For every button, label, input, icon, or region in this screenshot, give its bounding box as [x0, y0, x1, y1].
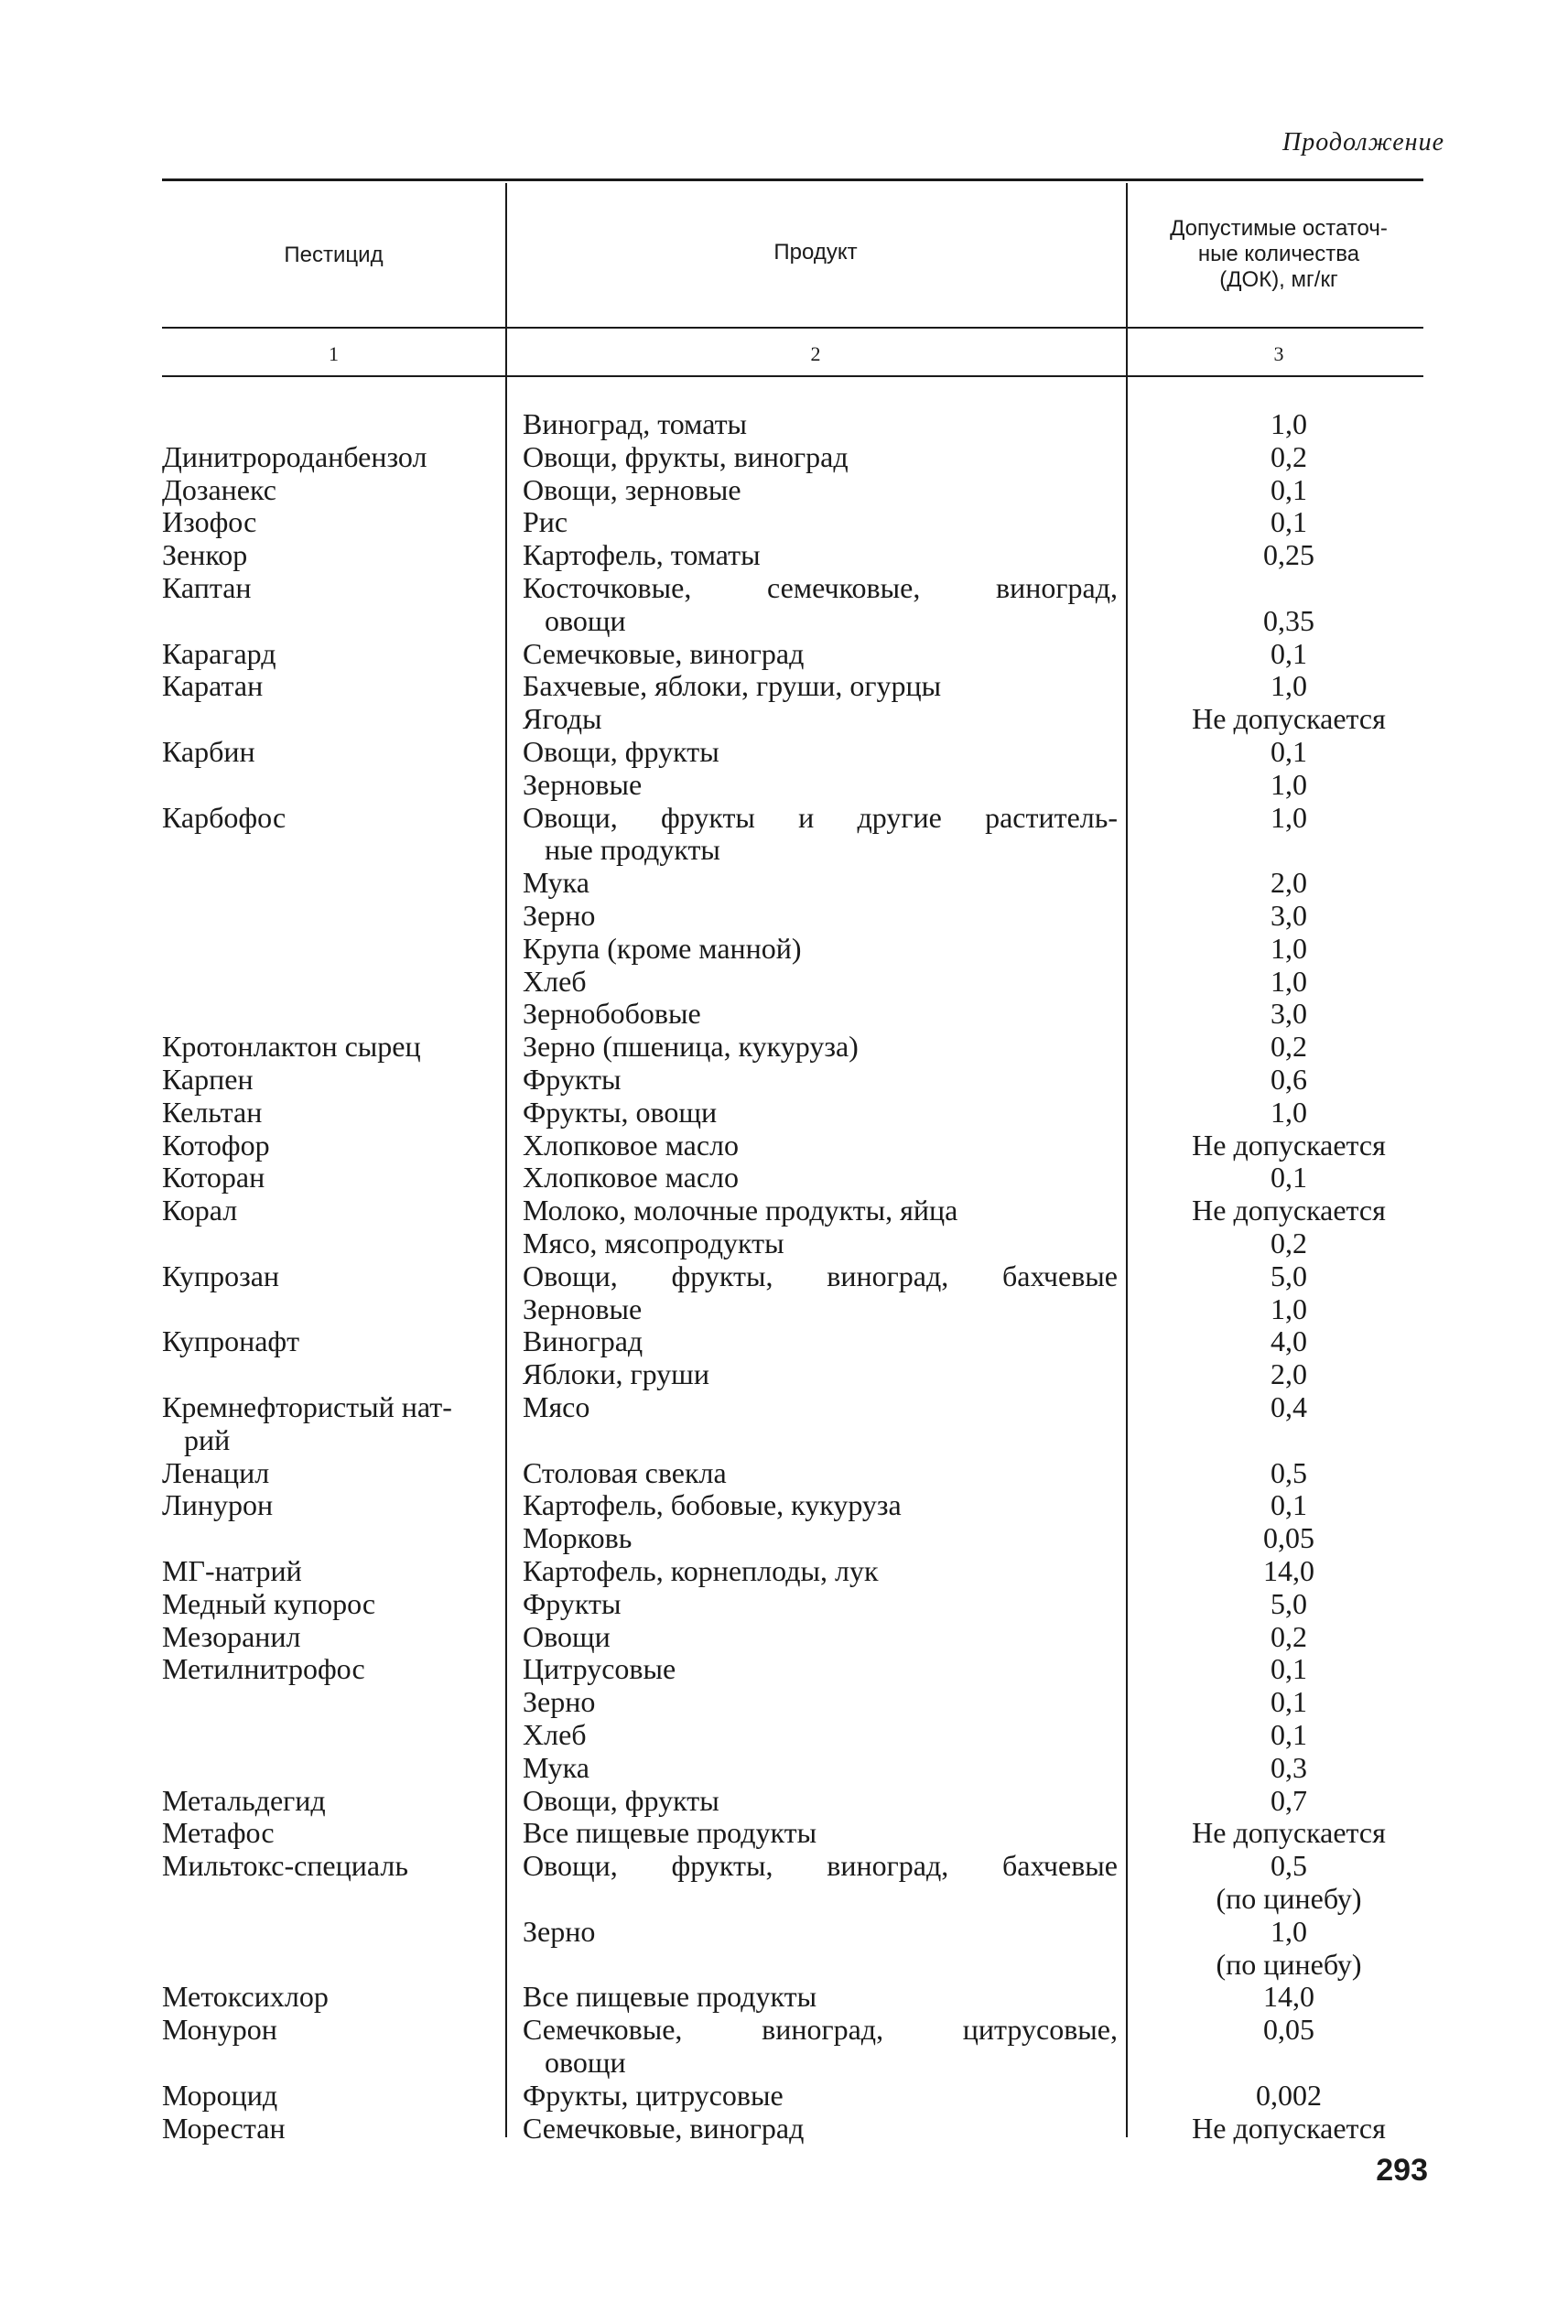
table-row	[0, 1883, 1568, 1916]
continuation-label: Продолжение	[1282, 128, 1444, 157]
pesticide-cell: Мороцид	[162, 2078, 278, 2112]
table-row	[0, 474, 1568, 507]
product-cell: Виноград, томаты	[523, 407, 748, 440]
pesticide-cell: Зенкор	[162, 538, 248, 572]
table-row	[0, 1588, 1568, 1621]
header-residue-line-1: Допустимые остаточ-	[1170, 216, 1388, 241]
residue-limit-cell: 2,0	[1271, 1357, 1307, 1391]
pesticide-cell: Медный купорос	[162, 1586, 376, 1620]
product-cell: Овощи, зерновые	[523, 472, 741, 506]
residue-limit-cell: 0,05	[1263, 1521, 1314, 1555]
residue-limit-cell: 1,0	[1271, 1914, 1307, 1948]
column-number-1: 1	[329, 342, 339, 365]
residue-limit-cell: 0,1	[1271, 472, 1307, 506]
product-cell: Все пищевые продукты	[523, 1816, 817, 1850]
product-cell: Крупа (кроме манной)	[523, 931, 802, 965]
pesticide-cell: Мильтокс-специаль	[162, 1849, 408, 1883]
table-row	[0, 1358, 1568, 1391]
table-row	[0, 1555, 1568, 1588]
pesticide-cell: Каратан	[162, 669, 264, 703]
product-cell: овощи	[523, 2046, 626, 2079]
table-row	[0, 998, 1568, 1031]
residue-limit-cell: 0,2	[1271, 1227, 1307, 1259]
product-cell: Зерновые	[523, 1292, 643, 1325]
table-row	[0, 1850, 1568, 1883]
table-row	[0, 1817, 1568, 1850]
table-row	[0, 966, 1568, 999]
header-residue-line-2: ные количества	[1197, 242, 1360, 266]
product-cell: Ягоды	[523, 702, 602, 736]
residue-limit-cell: 0,4	[1271, 1390, 1307, 1423]
table-row	[0, 1293, 1568, 1326]
product-cell: Семечковые, виноград, цитрусовые,	[523, 2013, 1118, 2047]
pesticide-cell: Карагард	[162, 636, 276, 670]
residue-limit-cell: (по цинебу)	[1216, 1882, 1362, 1915]
table-row	[0, 1457, 1568, 1490]
product-cell: Все пищевые продукты	[523, 1980, 817, 2014]
pesticide-cell: Кремнефтористый нат-	[162, 1390, 452, 1423]
residue-limit-cell: 0,002	[1256, 2078, 1322, 2112]
product-cell: Мясо	[523, 1390, 590, 1423]
pesticide-cell: Монурон	[162, 2013, 277, 2047]
pesticide-cell: Изофос	[162, 505, 257, 539]
column-number-2: 2	[810, 342, 821, 365]
table-row	[0, 441, 1568, 474]
product-cell: Картофель, корнеплоды, лук	[523, 1554, 879, 1587]
product-cell: Овощи, фрукты, виноград, бахчевые	[523, 1849, 1118, 1883]
pesticide-cell: Карбин	[162, 735, 255, 768]
table-row	[0, 1489, 1568, 1522]
product-cell: Зерно	[523, 1685, 596, 1719]
residue-limit-cell: 14,0	[1263, 1980, 1314, 2014]
residue-limit-cell: 1,0	[1271, 1292, 1307, 1325]
table-row	[0, 769, 1568, 802]
table-row	[0, 1031, 1568, 1064]
numbers-bottom-rule	[162, 375, 1423, 377]
table-row	[0, 1325, 1568, 1358]
product-cell: Зернобобовые	[523, 997, 701, 1031]
product-cell: Мука	[523, 866, 589, 900]
product-cell: Цитрусовые	[523, 1652, 676, 1686]
table-row	[0, 1981, 1568, 2014]
residue-limit-cell: 0,25	[1263, 538, 1314, 572]
table-row	[0, 834, 1568, 867]
product-cell: Косточковые, семечковые, виноград,	[523, 571, 1118, 604]
table-row	[0, 1162, 1568, 1194]
pesticide-cell: Метальдегид	[162, 1783, 326, 1817]
table-row	[0, 736, 1568, 769]
product-cell: Зерновые	[523, 767, 643, 801]
column-number-3: 3	[1273, 342, 1284, 365]
product-cell: ные продукты	[523, 833, 720, 867]
product-cell: Молоко, молочные продукты, яйца	[523, 1194, 958, 1227]
product-cell: Яблоки, груши	[523, 1357, 709, 1391]
product-cell: Виноград	[523, 1324, 643, 1358]
residue-limit-cell: 5,0	[1271, 1259, 1307, 1292]
pesticide-cell: Метоксихлор	[162, 1980, 329, 2014]
residue-limit-cell: 0,2	[1271, 1619, 1307, 1653]
product-cell: Зерно (пшеница, кукуруза)	[523, 1030, 859, 1064]
table-row	[0, 1621, 1568, 1654]
residue-limit-cell: 1,0	[1271, 767, 1307, 801]
product-cell: Зерно	[523, 1914, 596, 1948]
product-cell: Овощи, фрукты, виноград	[523, 439, 849, 473]
product-cell: Картофель, бобовые, кукуруза	[523, 1488, 902, 1522]
table-row	[0, 802, 1568, 835]
residue-limit-cell: 1,0	[1271, 931, 1307, 965]
pesticide-cell: Котофор	[162, 1128, 270, 1162]
residue-limit-cell: 0,5	[1271, 1849, 1307, 1883]
header-pesticide: Пестицид	[284, 243, 384, 267]
table-row	[0, 2080, 1568, 2113]
table-row	[0, 703, 1568, 736]
residue-limit-cell: 0,5	[1271, 1455, 1307, 1489]
residue-limit-cell: 0,2	[1271, 1030, 1307, 1064]
table-row	[0, 1916, 1568, 1949]
residue-limit-cell: 0,35	[1263, 603, 1314, 637]
table-row	[0, 2014, 1568, 2047]
product-cell: Овощи, фрукты, виноград, бахчевые	[523, 1259, 1118, 1292]
residue-limit-cell: Не допускается	[1192, 702, 1386, 736]
header-product: Продукт	[773, 240, 858, 265]
product-cell: Морковь	[523, 1521, 633, 1555]
product-cell: овощи	[523, 603, 626, 637]
product-cell: Овощи	[523, 1619, 611, 1653]
residue-limit-cell: Не допускается	[1192, 1816, 1386, 1850]
pesticide-cell: Метилнитрофос	[162, 1652, 365, 1686]
product-cell: Овощи, фрукты	[523, 1783, 719, 1817]
pesticide-cell: Карбофос	[162, 800, 287, 834]
residue-limit-cell: 0,7	[1271, 1783, 1307, 1817]
residue-limit-cell: 0,3	[1271, 1750, 1307, 1784]
product-cell: Зерно	[523, 899, 596, 932]
table-row	[0, 1522, 1568, 1555]
residue-limit-cell: 0,1	[1271, 1488, 1307, 1522]
table-row	[0, 1260, 1568, 1293]
header-bottom-rule	[162, 327, 1423, 329]
table-row	[0, 572, 1568, 605]
product-cell: Бахчевые, яблоки, груши, огурцы	[523, 669, 942, 703]
product-cell: Овощи, фрукты	[523, 735, 719, 768]
table-row	[0, 638, 1568, 671]
product-cell: Картофель, томаты	[523, 538, 761, 572]
pesticide-cell: рий	[162, 1422, 231, 1456]
residue-limit-cell: 14,0	[1263, 1554, 1314, 1587]
pesticide-cell: Купронафт	[162, 1324, 300, 1358]
residue-limit-cell: 4,0	[1271, 1324, 1307, 1358]
pesticide-cell: Карпен	[162, 1063, 254, 1096]
residue-limit-cell: Не допускается	[1192, 2111, 1386, 2145]
table-row	[0, 2047, 1568, 2080]
residue-limit-cell: 3,0	[1271, 997, 1307, 1031]
pesticide-cell: Дозанекс	[162, 472, 276, 506]
residue-limit-cell: 0,1	[1271, 505, 1307, 539]
table-row	[0, 605, 1568, 638]
table-row	[0, 900, 1568, 933]
table-row	[0, 506, 1568, 539]
residue-limit-cell: 0,05	[1263, 2013, 1314, 2047]
pesticide-cell: Которан	[162, 1161, 265, 1194]
header-residue-limit	[1128, 216, 1430, 293]
product-cell: Мясо, мясопродукты	[523, 1227, 784, 1259]
residue-limit-cell: 1,0	[1271, 800, 1307, 834]
pesticide-cell: Линурон	[162, 1488, 274, 1522]
residue-limit-cell: 1,0	[1271, 407, 1307, 440]
table-row	[0, 1785, 1568, 1818]
pesticide-cell: Корал	[162, 1194, 238, 1227]
page-number: 293	[1376, 2153, 1428, 2188]
product-cell: Столовая свекла	[523, 1455, 727, 1489]
residue-limit-cell: 3,0	[1271, 899, 1307, 932]
residue-limit-cell: 2,0	[1271, 866, 1307, 900]
table-row	[0, 408, 1568, 441]
pesticide-cell: Морестан	[162, 2111, 286, 2145]
residue-limit-cell: 5,0	[1271, 1586, 1307, 1620]
residue-limit-cell: 0,1	[1271, 636, 1307, 670]
table-row	[0, 1686, 1568, 1719]
pesticide-cell: Кельтан	[162, 1095, 263, 1129]
table-row	[0, 1194, 1568, 1227]
residue-limit-cell: 0,2	[1271, 439, 1307, 473]
pesticide-cell: Ленацил	[162, 1455, 270, 1489]
pesticide-cell: Метафос	[162, 1816, 275, 1850]
residue-limit-cell: 0,1	[1271, 1718, 1307, 1751]
residue-limit-cell: 0,1	[1271, 1161, 1307, 1194]
product-cell: Семечковые, виноград	[523, 2111, 805, 2145]
table-row	[0, 670, 1568, 703]
table-row	[0, 933, 1568, 966]
product-cell: Хлеб	[523, 1718, 587, 1751]
product-cell: Хлеб	[523, 964, 587, 998]
product-cell: Фрукты, овощи	[523, 1095, 718, 1129]
table-row	[0, 1752, 1568, 1785]
table-row	[0, 1424, 1568, 1457]
table-row	[0, 1653, 1568, 1686]
table-row	[0, 1130, 1568, 1162]
pesticide-cell: МГ-натрий	[162, 1554, 302, 1587]
residue-limit-cell: 0,1	[1271, 1652, 1307, 1686]
header-residue-line-3: (ДОК), мг/кг	[1219, 267, 1338, 292]
residue-limit-cell: 0,1	[1271, 1685, 1307, 1719]
product-cell: Хлопковое масло	[523, 1128, 740, 1162]
residue-limit-cell: 0,1	[1271, 735, 1307, 768]
table-row	[0, 1227, 1568, 1260]
residue-limit-cell: 1,0	[1271, 964, 1307, 998]
table-row	[0, 539, 1568, 572]
product-cell: Фрукты	[523, 1063, 622, 1096]
residue-limit-cell: (по цинебу)	[1216, 1947, 1362, 1981]
table-top-rule	[162, 178, 1423, 181]
product-cell: Фрукты	[523, 1586, 622, 1620]
product-cell: Овощи, фрукты и другие раститель-	[523, 800, 1118, 834]
pesticide-cell: Мезоранил	[162, 1619, 301, 1653]
table-row	[0, 1097, 1568, 1130]
residue-limit-cell: Не допускается	[1192, 1128, 1386, 1162]
product-cell: Хлопковое масло	[523, 1161, 740, 1194]
product-cell: Семечковые, виноград	[523, 636, 805, 670]
product-cell: Мука	[523, 1750, 589, 1784]
pesticide-cell: Кротонлактон сырец	[162, 1030, 421, 1064]
table-row	[0, 1949, 1568, 1982]
table-row	[0, 867, 1568, 900]
product-cell: Рис	[523, 505, 568, 539]
table-row	[0, 1719, 1568, 1752]
residue-limit-cell: 1,0	[1271, 669, 1307, 703]
table-row	[0, 1064, 1568, 1097]
table-row	[0, 2113, 1568, 2146]
table-row	[0, 1391, 1568, 1424]
product-cell: Фрукты, цитрусовые	[523, 2078, 784, 2112]
residue-limit-cell: Не допускается	[1192, 1194, 1386, 1227]
residue-limit-cell: 1,0	[1271, 1095, 1307, 1129]
pesticide-cell: Купрозан	[162, 1259, 280, 1292]
residue-limit-cell: 0,6	[1271, 1063, 1307, 1096]
pesticide-cell: Каптан	[162, 571, 252, 604]
pesticide-cell: Динитророданбензол	[162, 439, 427, 473]
